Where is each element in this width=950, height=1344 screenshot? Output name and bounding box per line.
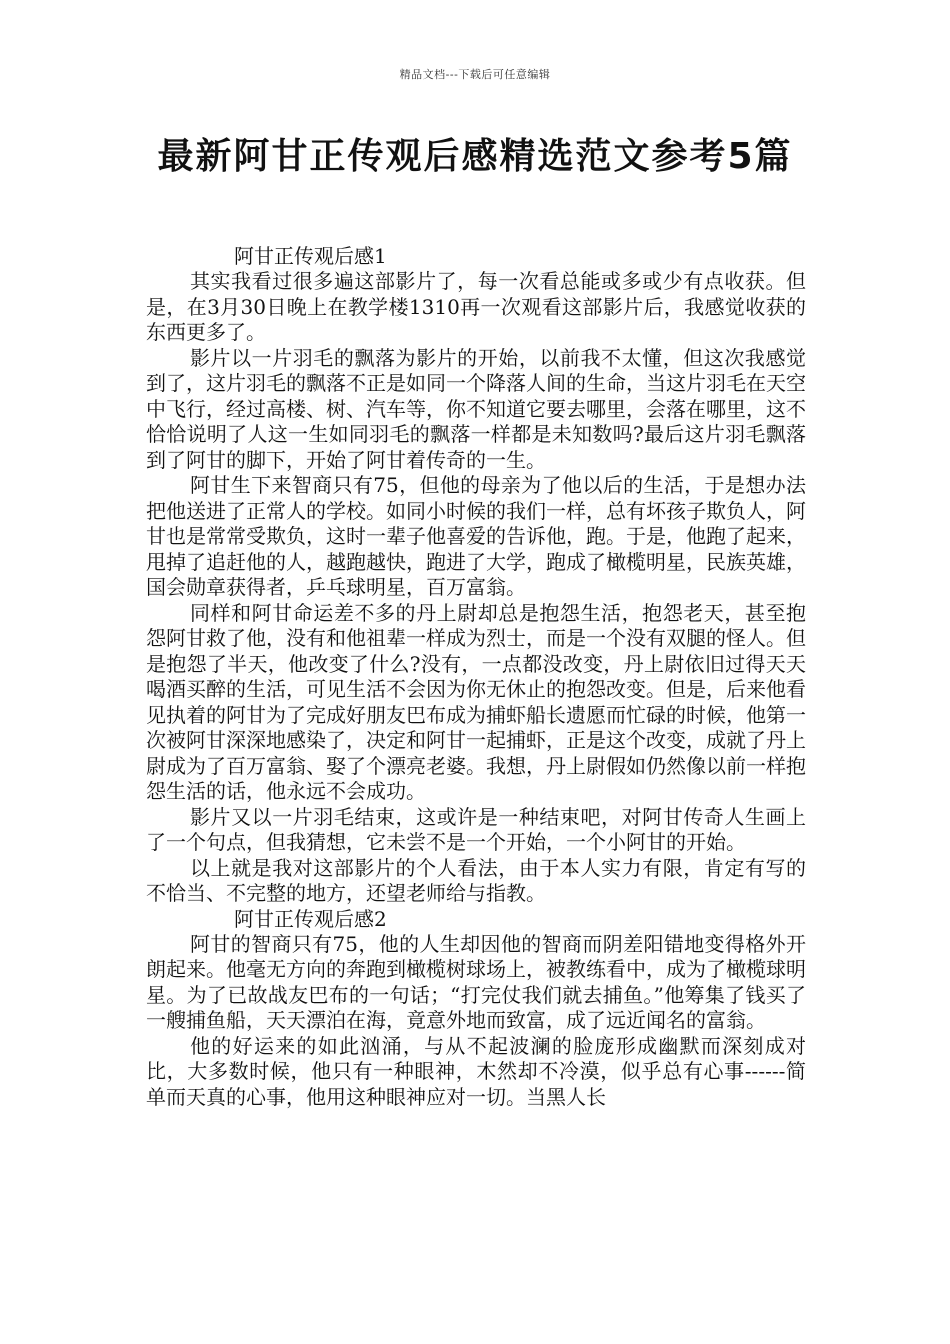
paragraph: 他的好运来的如此汹涌，与从不起波澜的脸庞形成幽默而深刻成对比，大多数时候，他只有一种眼神，木然却不冷漠，似乎总有心事------简单而天真的心事，他用这种眼神应对一切。当黑人长 [146, 1033, 806, 1109]
document-body [146, 244, 806, 1110]
paragraph: 阿甘生下来智商只有75，但他的母亲为了他以后的生活，于是想办法把他送进了正常人的学校。如同小时候的我们一样，总有坏孩子欺负人，阿甘也是常常受欺负，这时一辈子他喜爱的告诉他，跑。于是，他跑了起来，甩掉了追赶他的人，越跑越快，跑进了大学，跑成了橄榄明星，民族英雄，国会勋章获得者，乒乓球明星，百万富翁。 [146, 473, 806, 599]
section-heading: 阿甘正传观后感1 [234, 244, 387, 268]
section-1 [146, 244, 806, 907]
paragraph: 同样和阿甘命运差不多的丹上尉却总是抱怨生活，抱怨老天，甚至抱怨阿甘救了他，没有和他祖辈一样成为烈士，而是一个没有双腿的怪人。但是抱怨了半天，他改变了什么?没有，一点都没改变，丹上尉依旧过得天天喝酒买醉的生活，可见生活不会因为你无休止的抱怨改变。但是，后来他看见执着的阿甘为了完成好朋友巴布成为捕虾船长遗愿而忙碌的时候，他第一次被阿甘深深地感染了，决定和阿甘一起捕虾，正是这个改变，成就了丹上尉成为了百万富翁、娶了个漂亮老婆。我想，丹上尉假如仍然像以前一样抱怨生活的话，他永远不会成功。 [146, 600, 806, 803]
section-2 [146, 907, 806, 1111]
paragraph: 以上就是我对这部影片的个人看法，由于本人实力有限，肯定有写的不恰当、不完整的地方，还望老师给与指教。 [146, 855, 806, 905]
paragraph: 其实我看过很多遍这部影片了，每一次看总能或多或少有点收获。但是，在3月30日晚上在教学楼1310再一次观看这部影片后，我感觉收获的东西更多了。 [146, 269, 806, 344]
page-header: 精品文档---下载后可任意编辑 [399, 68, 551, 81]
paragraph: 阿甘的智商只有75，他的人生却因他的智商而阴差阳错地变得格外开朗起来。他毫无方向的奔跑到橄榄树球场上，被教练看中，成为了橄榄球明星。为了已故战友巴布的一句话；“打完仗我们就去捕鱼。”他筹集了钱买了一艘捕鱼船，天天漂泊在海，竟意外地而致富，成了远近闻名的富翁。 [146, 931, 806, 1032]
paragraph: 影片又以一片羽毛结束，这或许是一种结束吧，对阿甘传奇人生画上了一个句点，但我猜想，它未尝不是一个开始，一个小阿甘的开始。 [146, 804, 806, 854]
paragraph: 影片以一片羽毛的飘落为影片的开始，以前我不太懂，但这次我感觉到了，这片羽毛的飘落不正是如同一个降落人间的生命，当这片羽毛在天空中飞行，经过高楼、树、汽车等，你不知道它要去哪里，会落在哪里，这不恰恰说明了人这一生如同羽毛的飘落一样都是未知数吗?最后这片羽毛飘落到了阿甘的脚下，开始了阿甘着传奇的一生。 [146, 345, 806, 472]
section-heading: 阿甘正传观后感2 [234, 906, 387, 931]
document-title: 最新阿甘正传观后感精选范文参考5篇 [157, 136, 793, 177]
